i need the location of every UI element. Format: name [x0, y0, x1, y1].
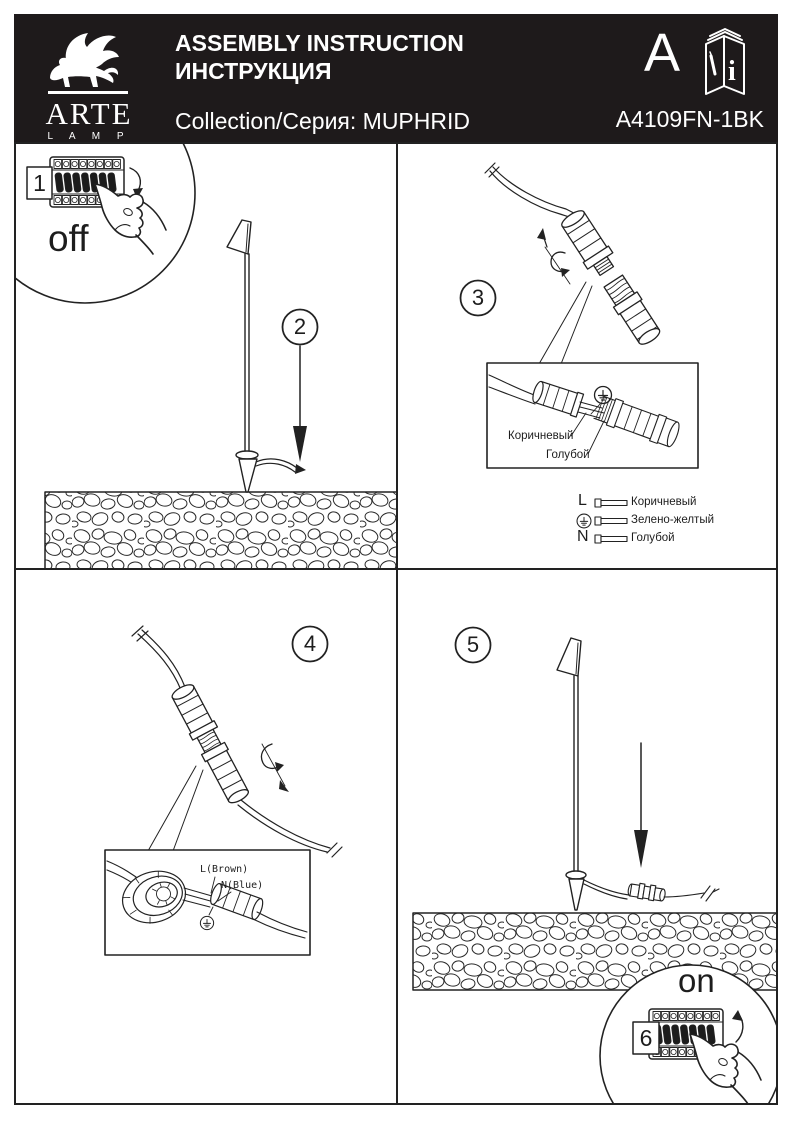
- artelamp-lion-logo: [14, 14, 164, 142]
- title-ru: ИНСТРУКЦИЯ: [175, 58, 332, 84]
- vertical-divider: [396, 142, 398, 1105]
- inset4-live-label: L(Brown): [200, 864, 249, 875]
- horizontal-divider: [14, 568, 778, 570]
- step3-number: 3: [471, 285, 485, 310]
- legend-l-wire: Коричневый: [631, 496, 697, 508]
- on-label: on: [678, 962, 715, 999]
- inset4-neutral-label: N(Blue): [221, 880, 264, 891]
- instruction-book-icon: [698, 28, 754, 100]
- off-label: off: [48, 218, 89, 259]
- inset3-brown-label: Коричневый: [508, 430, 574, 442]
- step5-number: 5: [466, 632, 480, 657]
- title-en: ASSEMBLY INSTRUCTION: [175, 30, 464, 56]
- brand-sub: L A M P: [47, 131, 131, 142]
- legend-pe-wire: Зелено-желтый: [631, 514, 715, 526]
- header-bar: [14, 14, 778, 142]
- step2-number: 2: [293, 314, 307, 339]
- book-i-glyph: i: [728, 56, 736, 87]
- format-letter: A: [644, 23, 681, 83]
- step4-number: 4: [303, 631, 317, 656]
- collection-label: Collection/Серия: MUPHRID: [175, 108, 470, 134]
- inset3-blue-label: Голубой: [546, 449, 590, 461]
- step1-number: 1: [33, 170, 46, 196]
- legend-n-terminal: N: [577, 528, 589, 545]
- legend-n-wire: Голубой: [631, 532, 675, 544]
- brand-name: ARTE: [45, 96, 133, 131]
- model-number: A4109FN-1BK: [615, 106, 764, 132]
- legend-l-terminal: L: [578, 492, 587, 509]
- step6-number: 6: [639, 1025, 653, 1051]
